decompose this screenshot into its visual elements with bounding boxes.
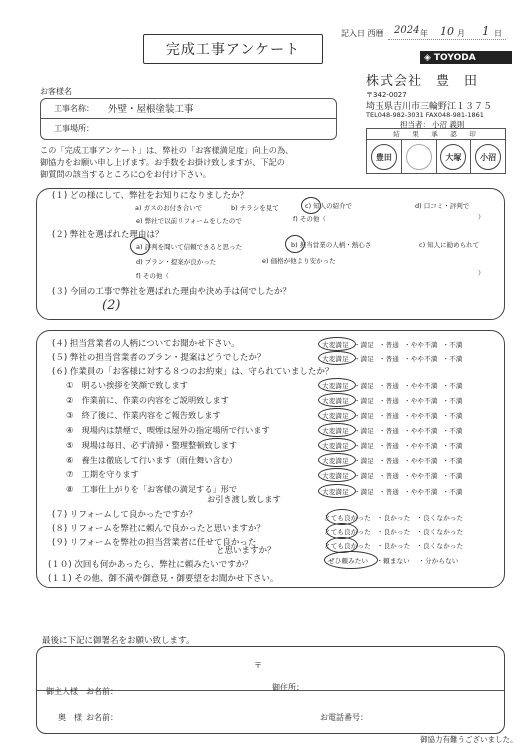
scale-option-5[interactable]: ・不満 [442, 355, 463, 363]
scale-option-3[interactable]: ・普通 [378, 412, 400, 420]
q10-answer-circle [324, 551, 378, 569]
company-name: 株式会社 豊 田 [366, 74, 479, 89]
promise-7: ⑦ 工期を守ります [66, 469, 139, 479]
scale-option-1[interactable]: 大変満足 [322, 341, 349, 349]
q2-option-f[interactable]: f) その他（ [136, 272, 169, 280]
scale-answer-circle [318, 484, 356, 498]
date-year-suffix: 年 [420, 29, 428, 38]
scale-option-4[interactable]: ・やや不満 [404, 382, 438, 390]
scale-option-2[interactable]: ・満足 [353, 397, 374, 405]
scale-option-5[interactable]: ・不満 [442, 472, 463, 480]
scale-option-5[interactable]: ・不満 [442, 457, 463, 465]
scale-option-2[interactable]: ・満足 [353, 442, 374, 450]
promise-1: ① 明るい挨拶を笑顔で致します [66, 380, 188, 390]
scale-option-4[interactable]: ・やや不満 [404, 457, 438, 465]
scale-option-3[interactable]: ・普通 [378, 442, 400, 450]
scale-option-4[interactable]: ・やや不満 [404, 397, 438, 405]
intro-line-3: 御質問の該当するところに○をお付け下さい。 [40, 169, 211, 179]
scale-option-5[interactable]: ・不満 [442, 382, 463, 390]
scale-option-3[interactable]: ・普通 [378, 457, 400, 465]
q2-option-e[interactable]: e) 価格が他より安かった [262, 257, 336, 265]
scale-option-3[interactable]: ・普通 [378, 382, 400, 390]
q1-paren-close: ） [478, 213, 485, 221]
scale-option-4[interactable]: ・やや不満 [404, 412, 438, 420]
stamp-seal-icon: 大塚 [440, 144, 466, 170]
q1-answer-circle [301, 197, 321, 214]
q9-question-line-1: (９) リフォームを弊社の担当営業者に任せて良かった [52, 538, 257, 548]
scale-option-5[interactable]: ・不満 [442, 412, 463, 420]
q10-option-2[interactable]: ・頼まない [376, 557, 410, 565]
q10-option-1[interactable]: ぜひ頼みたい [328, 557, 369, 565]
q1-option-e[interactable]: e) 弊社で以前リフォームをしたので [136, 217, 242, 225]
address-label: 御住所： [272, 683, 304, 692]
toyoda-logo [420, 51, 512, 64]
promise-5: ⑤ 現場は毎日、必ず清掃・整理整頓致します [66, 440, 238, 450]
q9-question-line-2: と思いますか？ [216, 546, 276, 556]
scale-answer-circle [318, 378, 356, 392]
husband-name-label: お名前： [86, 687, 118, 696]
scale-option-5[interactable]: ・不満 [442, 427, 463, 435]
q2-answer-circle-a [130, 237, 150, 255]
scale-answer-circle [318, 393, 356, 407]
approval-stamp-table [366, 128, 506, 174]
scale-option-4[interactable]: ・やや不満 [404, 341, 438, 349]
q4-question: (４) 担当営業者の人柄についてお聞かせ下さい。 [52, 339, 240, 349]
stamp-seal-icon: 豊田 [371, 144, 397, 170]
scale-option-1[interactable]: 大変満足 [322, 457, 349, 465]
scale-option-2[interactable]: ・満足 [353, 427, 374, 435]
thanks-text: 御協力有難うございました。 [420, 735, 518, 744]
good-scale-option-1[interactable]: とても良かった [324, 528, 371, 536]
q11-question: (１１) その他、御不満や御意見・御要望をお聞かせ下さい。 [48, 574, 279, 584]
rep-label: 担当者： [400, 120, 430, 129]
scale-option-1[interactable]: 大変満足 [322, 488, 349, 496]
wife-label: 奥 様 [58, 713, 82, 722]
stamp-seal-icon: 小沼 [475, 144, 501, 170]
scale-answer-circle [318, 351, 356, 365]
work-name-label: 工事名称： [54, 104, 94, 113]
q2-option-a[interactable]: a) 評判を聞いて信頼できると思った [136, 243, 243, 251]
q10-option-3[interactable]: ・分からない [418, 557, 459, 565]
promise-6: ⑥ 養生は徹底して行います（雨仕舞い含む） [66, 455, 238, 465]
good-scale-option-3[interactable]: ・良くなかった [416, 542, 464, 550]
client-name-label: お客様名 [40, 87, 72, 96]
scale-option-5[interactable]: ・不満 [442, 488, 463, 496]
good-scale-option-2[interactable]: ・良かった [376, 514, 411, 522]
company-tel: TEL048-982-3031 FAX048-981-1861 [366, 111, 484, 119]
good-scale-option-1[interactable]: とても良かった [324, 514, 371, 522]
q2-option-c[interactable]: c) 知人に勧められて [419, 241, 480, 249]
date-month-suffix: 月 [457, 29, 465, 38]
company-postal: 〒342-0027 [366, 91, 407, 99]
scale-option-5[interactable]: ・不満 [442, 442, 463, 450]
scale-option-4[interactable]: ・やや不満 [404, 472, 438, 480]
work-name-value: 外壁・屋根塗装工事 [108, 104, 194, 115]
tel-label: お電話番号： [320, 713, 368, 722]
scale-option-3[interactable]: ・普通 [378, 488, 400, 496]
q5-question: (５) 弊社の担当営業者のプラン・提案はどうでしたか？ [52, 353, 266, 363]
work-place-label: 工事場所： [54, 124, 94, 133]
promise-3: ③ 終了後に、作業内容をご報告致します [66, 410, 221, 420]
stamp-seal-icon [406, 144, 432, 170]
scale-answer-circle [318, 453, 356, 467]
scale-option-4[interactable]: ・やや不満 [404, 427, 438, 435]
scale-option-2[interactable]: ・満足 [353, 472, 374, 480]
q3-answer[interactable]: (2) [102, 298, 121, 313]
q1-option-f[interactable]: f) その他（ [293, 215, 326, 223]
scale-answer-circle [318, 438, 356, 452]
scale-option-2[interactable]: ・満足 [353, 355, 374, 363]
q2-paren-close: ） [478, 269, 485, 277]
q8-question: (８) リフォームを弊社に頼んで良かったと思いますか？ [52, 524, 265, 534]
scale-option-3[interactable]: ・普通 [378, 397, 400, 405]
good-scale-option-3[interactable]: ・良くなかった [416, 514, 464, 522]
q2-answer-circle-b [285, 235, 305, 253]
scale-option-2[interactable]: ・満足 [353, 457, 374, 465]
logo-mark-icon: ◈ [424, 52, 431, 63]
company-address: 埼玉県吉川市三輪野江１３７５ [366, 102, 493, 112]
scale-option-1[interactable]: 大変満足 [322, 472, 349, 480]
promise-8-line-2: お引き渡し致します [207, 494, 281, 504]
scale-option-4[interactable]: ・やや不満 [404, 442, 438, 450]
q6-question: (６) 作業員の「お客様に対する８つのお約束」は、守られていましたか？ [52, 367, 334, 377]
q2-option-d[interactable]: d) プラン・提案が良かった [136, 258, 217, 266]
scale-option-3[interactable]: ・普通 [378, 355, 400, 363]
survey-title [143, 34, 323, 64]
scale-option-1[interactable]: 大変満足 [322, 355, 349, 363]
scale-answer-circle [318, 468, 356, 482]
scale-option-5[interactable]: ・不満 [442, 341, 463, 349]
survey-title-text: 完成工事アンケート [165, 42, 301, 58]
scale-option-2[interactable]: ・満足 [353, 341, 374, 349]
scale-option-1[interactable]: 大変満足 [322, 412, 349, 420]
scale-option-1[interactable]: 大変満足 [322, 442, 349, 450]
q2-question: (２) 弊社を選ばれた理由は？ [52, 230, 164, 240]
q1-option-c[interactable]: c) 知人の紹介で [305, 202, 353, 210]
scale-option-2[interactable]: ・満足 [353, 382, 374, 390]
scale-option-2[interactable]: ・満足 [353, 488, 374, 496]
date-year: 2024 [394, 25, 420, 36]
scale-answer-circle [318, 423, 356, 437]
q1-question: (１) どの様にして、弊社をお知りになりましたか？ [52, 191, 249, 201]
scale-option-3[interactable]: ・普通 [378, 427, 400, 435]
date-day-suffix: 日 [494, 29, 502, 38]
intro-line-2: 御協力をお願い申し上げます。お手数をお掛け致しますが、下記の [40, 157, 285, 167]
good-scale-option-2[interactable]: ・良かった [376, 542, 411, 550]
stamp-header: 結 果 承 認 印 [367, 129, 505, 140]
scale-answer-circle [318, 408, 356, 422]
good-scale-option-3[interactable]: ・良くなかった [416, 528, 464, 536]
scale-option-5[interactable]: ・不満 [442, 397, 463, 405]
scale-option-2[interactable]: ・満足 [353, 412, 374, 420]
scale-option-3[interactable]: ・普通 [378, 472, 400, 480]
promise-8: ⑧ 工事仕上がりを「お客様の満足する」形で [66, 484, 238, 494]
husband-label: 御主人様 [46, 687, 78, 696]
q10-question: (１０) 次回も何かあったら、弊社に頼みたいですか？ [48, 560, 253, 570]
rep-name: 小沼 義則 [432, 120, 465, 129]
q7-question: (７) リフォームして良かったですか？ [52, 510, 197, 520]
promise-2: ② 作業前に、作業の内容をご説明致します [66, 395, 229, 405]
postal-mark: 〒 [254, 661, 262, 670]
q1-option-d[interactable]: d) 口コミ・評判で [415, 202, 470, 210]
scale-answer-circle [318, 337, 356, 351]
scale-option-1[interactable]: 大変満足 [322, 427, 349, 435]
scale-option-1[interactable]: 大変満足 [322, 382, 349, 390]
signature-request: 最後に下記に御署名をお願い致します。 [42, 636, 195, 646]
q1-option-a[interactable]: a) ガスのお付き合いで [135, 204, 203, 212]
date-month: 10 [440, 25, 454, 38]
scale-option-4[interactable]: ・やや不満 [404, 488, 438, 496]
q1-option-b[interactable]: b) チラシを見て [231, 204, 279, 212]
good-scale-option-2[interactable]: ・良かった [376, 528, 411, 536]
date-label: 記入日 西暦 [341, 29, 384, 38]
scale-option-1[interactable]: 大変満足 [322, 397, 349, 405]
q3-question: (３) 今回の工事で弊社を選ばれた理由や決め手は何でしたか？ [52, 287, 291, 297]
intro-line-1: この「完成工事アンケート」は、弊社の「お客様満足度」向上の為、 [40, 145, 294, 155]
logo-text: TOYODA [433, 52, 476, 63]
good-scale-option-1[interactable]: とても良かった [324, 542, 371, 550]
wife-name-label: お名前： [86, 713, 118, 722]
scale-option-3[interactable]: ・普通 [378, 341, 400, 349]
q2-option-b[interactable]: b) 担当営業の人柄・熱心さ [291, 241, 372, 249]
scale-option-4[interactable]: ・やや不満 [404, 355, 438, 363]
promise-4: ④ 現場内は禁煙で、喫煙は屋外の指定場所で行います [66, 425, 270, 435]
date-day: 1 [482, 24, 490, 38]
